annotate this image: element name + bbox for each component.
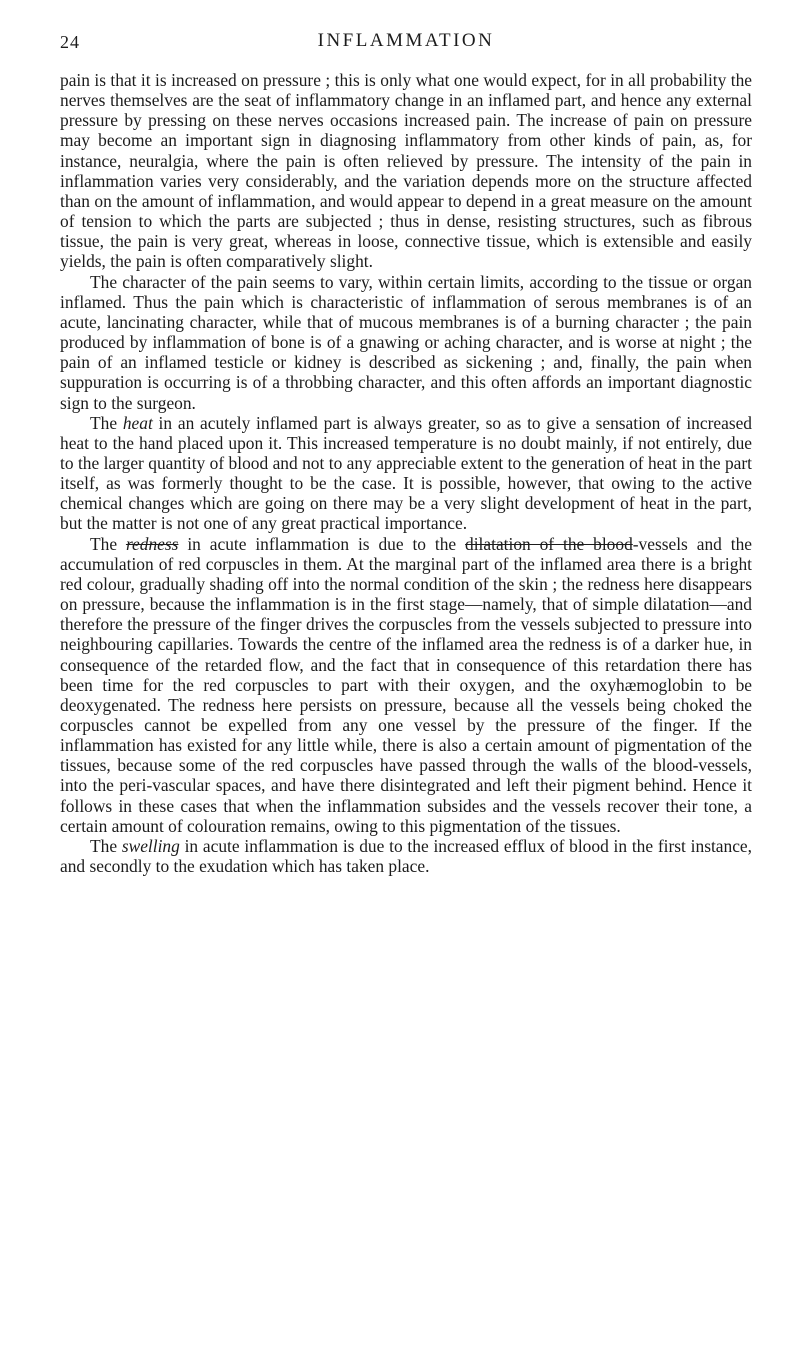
paragraph-pain-character (60, 272, 752, 413)
struck-term-redness: redness (125, 533, 179, 554)
paragraph-mid: in acute inflammation is due to the (178, 533, 466, 554)
paragraph-pain-pressure (60, 70, 752, 272)
page-number: 24 (60, 32, 80, 52)
paragraph-swelling (60, 836, 752, 876)
running-head: INFLAMMATION (317, 30, 495, 51)
page-header (60, 30, 752, 60)
paragraph-text: in acute inflammation is due to the increased efflux of blood in the first instance, and secondly to the exudation which has taken place. (60, 835, 752, 877)
paragraph-lead: The (90, 412, 123, 433)
struck-phrase-dilatation: dilatation of the blood (465, 533, 633, 554)
paragraph-redness (60, 534, 752, 836)
paragraph-heat (60, 413, 752, 534)
paragraph-text: pain is that it is increased on pressure ; this is only what one would expect, for in all probability the nerves themselves are the seat of inflammatory change in an inflamed part, and hence any external pressure by pressing on these nerves occasions increased pain. The increase of pain on pressure may become an important sign in diagnosing inflammatory from other kinds of pain, as, for instance, neuralgia, where the pain is often relieved by pressure. The intensity of the pain in inflammation varies very considerably, and the variation depends more on the structure affected than on the amount of inflammation, and would appear to depend in a great measure on the amount of tension to which the parts are subjected ; thus in dense, resisting structures, such as fibrous tissue, the pain is very great, whereas in loose, connective tissue, which is extensible and easily yields, the pain is often comparatively slight. (60, 70, 752, 272)
paragraph-text: in an acutely inflamed part is always greater, so as to give a sensation of increased heat to the hand placed upon it. This increased temperature is no doubt mainly, if not entirely, due to the larger quantity of blood and not to any appreciable extent to the generation of heat in the part itself, as was formerly thought to be the case. It is possible, however, that owing to the active chemical changes which are going on there may be a very slight development of heat in the part, but the matter is not one of any great practical importance. (60, 412, 753, 534)
italic-term-swelling: swelling (121, 835, 180, 856)
italic-term-heat: heat (122, 412, 153, 433)
paragraph-text: -vessels and the accumulation of red corpuscles in them. At the marginal part of the inflamed area there is a bright red colour, gradually shading off into the normal condition of the skin ; the redness here disappears on pressure, because the inflammation is in the first stage—namely, that of simple dilatation—and therefore the pressure of the finger drives the corpuscles from the vessels subjected to pressure into neighbouring capillaries. Towards the centre of the inflamed area the redness is of a darker hue, in consequence of the retarded flow, and the fact that in consequence of this retardation there has been time for the red corpuscles to part with their oxygen, and the oxyhæmoglobin to be deoxygenated. The redness here persists on pressure, because all the vessels being choked the corpuscles cannot be expelled from any one vessel by the pressure of the finger. If the inflammation has existed for any little while, there is also a certain amount of pigmentation of the tissues, because some of the red corpuscles have passed through the walls of the blood-vessels, into the peri-vascular spaces, and have there disintegrated and left their pigment behind. Hence it follows in these cases that when the inflammation subsides and the vessels recover their tone, a certain amount of colouration remains, owing to this pigmentation of the tissues. (60, 533, 752, 836)
paragraph-lead: The (90, 533, 126, 554)
paragraph-lead: The (90, 835, 122, 856)
body-text (60, 70, 752, 876)
paragraph-text: The character of the pain seems to vary, within certain limits, according to the tissue or organ inflamed. Thus the pain which is characteristic of inflammation of serous membranes is of an acute, lancinating character, while that of mucous membranes is of a burning character ; the pain produced by inflammation of bone is of a gnawing or aching character, and is worse at night ; the pain of an inflamed testicle or kidney is described as sickening ; and, finally, the pain when suppuration is occurring is of a throbbing character, and this often affords an important diagnostic sign to the surgeon. (60, 271, 752, 413)
